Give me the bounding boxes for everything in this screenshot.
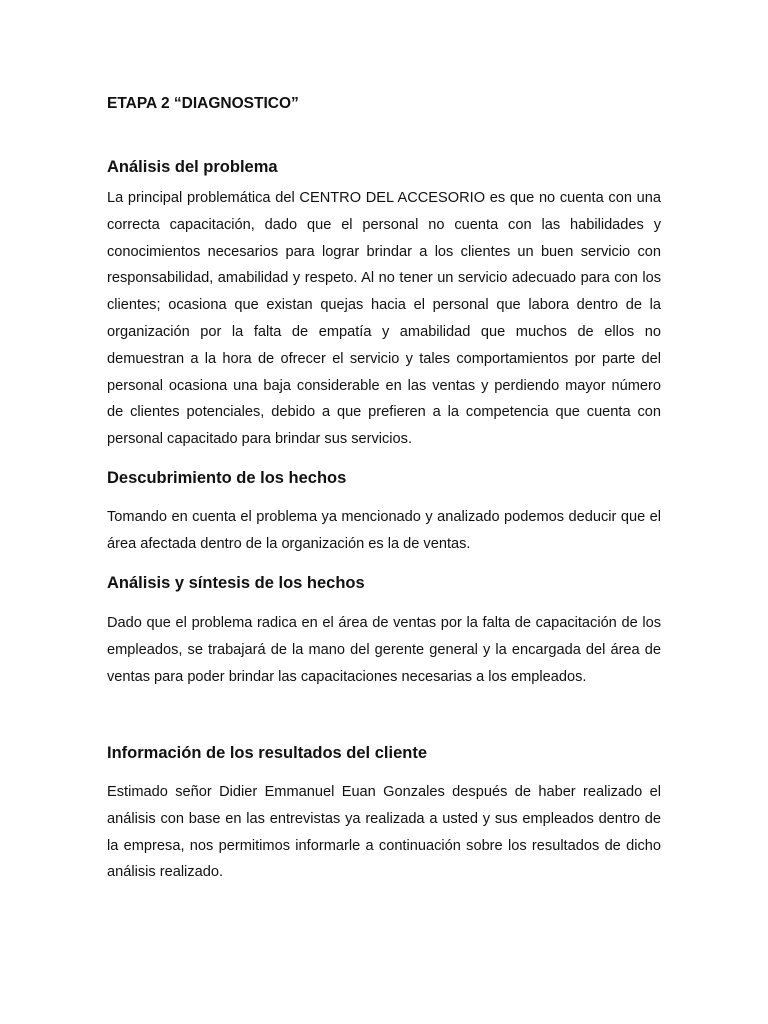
section-heading-analisis-sintesis: Análisis y síntesis de los hechos (107, 574, 365, 592)
section-heading-informacion-resultados: Información de los resultados del cliente (107, 744, 427, 762)
document-title: ETAPA 2 “DIAGNOSTICO” (107, 95, 299, 112)
section-body-informacion-resultados: Estimado señor Didier Emmanuel Euan Gonzales después de haber realizado el análisis con base en las entrevistas ya realizada a usted y sus empleados dentro de la empresa, nos permitimos informarle a continuación sobre los resultados de dicho análisis realizado. (107, 784, 661, 881)
section-body-analisis-sintesis: Dado que el problema radica en el área de ventas por la falta de capacitación de los empleados, se trabajará de la mano del gerente general y la encargada del área de ventas para poder brindar las capacitaciones necesarias a los empleados. (107, 615, 661, 685)
section-heading-analisis-problema: Análisis del problema (107, 158, 278, 176)
section-body-analisis-problema: La principal problemática del CENTRO DEL ACCESORIO es que no cuenta con una correcta capacitación, dado que el personal no cuenta con las habilidades y conocimientos necesarios para lograr brindar a los clientes un buen servicio con responsabilidad, amabilidad y respeto. Al no tener un servicio adecuado para con los clientes; ocasiona que existan quejas hacia el personal que labora dentro de la organización por la falta de empatía y amabilidad que muchos de ellos no demuestran a la hora de ofrecer el servicio y tales comportamientos por parte del personal ocasiona una baja considerable en las ventas y perdiendo mayor número de clientes potenciales, debido a que prefieren a la competencia que cuenta con personal capacitado para brindar sus servicios. (107, 190, 661, 448)
section-body-descubrimiento-hechos: Tomando en cuenta el problema ya mencionado y analizado podemos deducir que el área afectada dentro de la organización es la de ventas. (107, 509, 661, 552)
section-heading-descubrimiento-hechos: Descubrimiento de los hechos (107, 469, 347, 487)
